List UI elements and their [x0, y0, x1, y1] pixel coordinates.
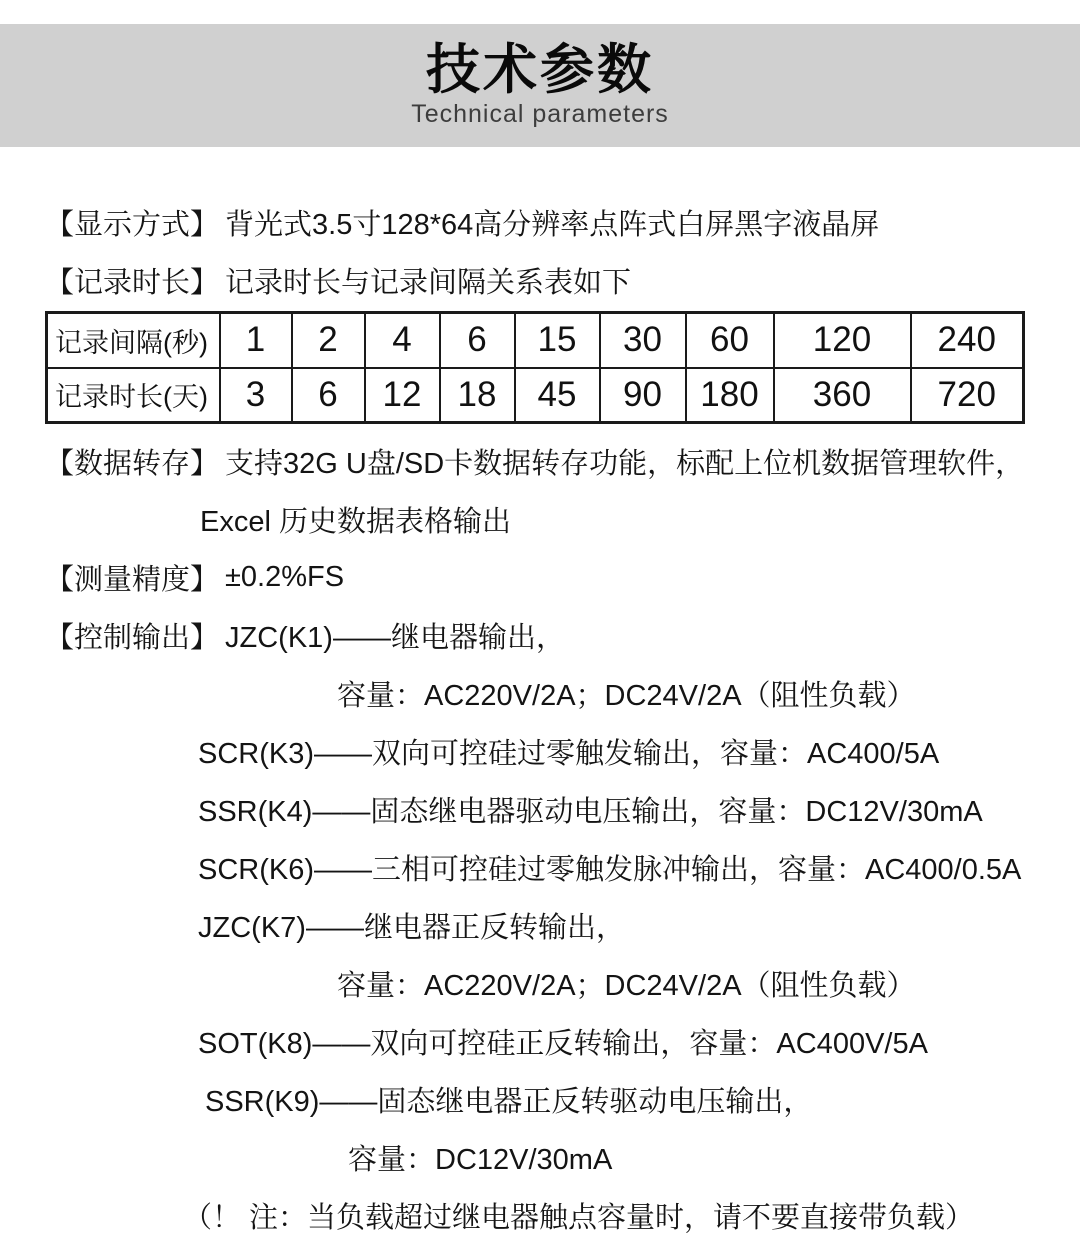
spec-transfer-label: 【数据转存】 [45, 447, 220, 480]
control-line-k6 [0, 838, 1080, 896]
spec-record-label: 【记录时长】 [45, 266, 220, 299]
table-cell: 240 [911, 313, 1024, 368]
spec-line-accuracy [0, 548, 1080, 606]
spec-line-record [0, 251, 1080, 309]
control-line-capacity-k9 [0, 1128, 1080, 1186]
spec-transfer-continuation-text: Excel 历史数据表格输出 [200, 505, 511, 538]
table-cell: 120 [774, 313, 911, 368]
control-k6-text: SCR(K6)——三相可控硅过零触发脉冲输出，容量：AC400/0.5A [198, 853, 1022, 886]
spec-record-text: 记录时长与记录间隔关系表如下 [225, 266, 632, 299]
record-interval-table [45, 311, 1025, 424]
table-row-interval [47, 313, 1024, 368]
control-line-k3 [0, 722, 1080, 780]
spec-line-control [0, 606, 1080, 664]
spec-display-label: 【显示方式】 [45, 208, 220, 241]
table-cell: 1 [220, 313, 292, 368]
table-cell: 60 [686, 313, 774, 368]
page-subtitle: Technical parameters [411, 100, 669, 129]
table-cell: 90 [600, 368, 686, 423]
table-cell: 6 [440, 313, 515, 368]
table-cell: 18 [440, 368, 515, 423]
table-cell: 180 [686, 368, 774, 423]
control-line-capacity-k1 [0, 664, 1080, 722]
table-row-header: 记录间隔(秒) [47, 313, 220, 368]
spec-accuracy-text: ±0.2%FS [225, 560, 345, 593]
table-cell: 6 [292, 368, 365, 423]
control-capacity-k7-text: 容量：AC220V/2A；DC24V/2A（阻性负载） [337, 969, 916, 1002]
table-cell: 30 [600, 313, 686, 368]
table-row-header: 记录时长(天) [47, 368, 220, 423]
spec-line-display [0, 193, 1080, 251]
control-k4-text: SSR(K4)——固态继电器驱动电压输出，容量：DC12V/30mA [198, 795, 983, 828]
table-cell: 12 [365, 368, 440, 423]
control-line-k8 [0, 1012, 1080, 1070]
spec-control-label: 【控制输出】 [45, 621, 220, 654]
control-line-capacity-k7 [0, 954, 1080, 1012]
spec-line-transfer-continuation [0, 490, 1080, 548]
header-banner [0, 24, 1080, 147]
control-line-k7 [0, 896, 1080, 954]
spec-transfer-text: 支持32G U盘/SD卡数据转存功能，标配上位机数据管理软件， [225, 447, 1025, 480]
spec-line-transfer [0, 432, 1080, 490]
control-line-k4 [0, 780, 1080, 838]
content [0, 147, 1080, 1244]
control-capacity-k9-text: 容量：DC12V/30mA [348, 1143, 613, 1176]
spec-accuracy-label: 【测量精度】 [45, 563, 220, 596]
control-line-k1: JZC(K1)——继电器输出， [225, 621, 565, 654]
note-line [0, 1186, 1080, 1244]
table-cell: 4 [365, 313, 440, 368]
table-cell: 360 [774, 368, 911, 423]
control-k7-text: JZC(K7)——继电器正反转输出， [198, 911, 625, 944]
table-cell: 3 [220, 368, 292, 423]
control-k3-text: SCR(K3)——双向可控硅过零触发输出，容量：AC400/5A [198, 737, 940, 770]
control-k8-text: SOT(K8)——双向可控硅正反转输出，容量：AC400V/5A [198, 1027, 928, 1060]
table-cell: 15 [515, 313, 600, 368]
table-row-duration [47, 368, 1024, 423]
table-cell: 45 [515, 368, 600, 423]
spec-display-text: 背光式3.5寸128*64高分辨率点阵式白屏黑字液晶屏 [225, 208, 880, 241]
table-cell: 2 [292, 313, 365, 368]
table-cell: 720 [911, 368, 1024, 423]
page-title: 技术参数 [426, 39, 654, 100]
note-text: （！ 注：当负载超过继电器触点容量时，请不要直接带负载） [183, 1201, 975, 1234]
control-capacity-k1-text: 容量：AC220V/2A；DC24V/2A（阻性负载） [337, 679, 916, 712]
control-k9-text: SSR(K9)——固态继电器正反转驱动电压输出， [205, 1085, 813, 1118]
control-line-k9 [0, 1070, 1080, 1128]
